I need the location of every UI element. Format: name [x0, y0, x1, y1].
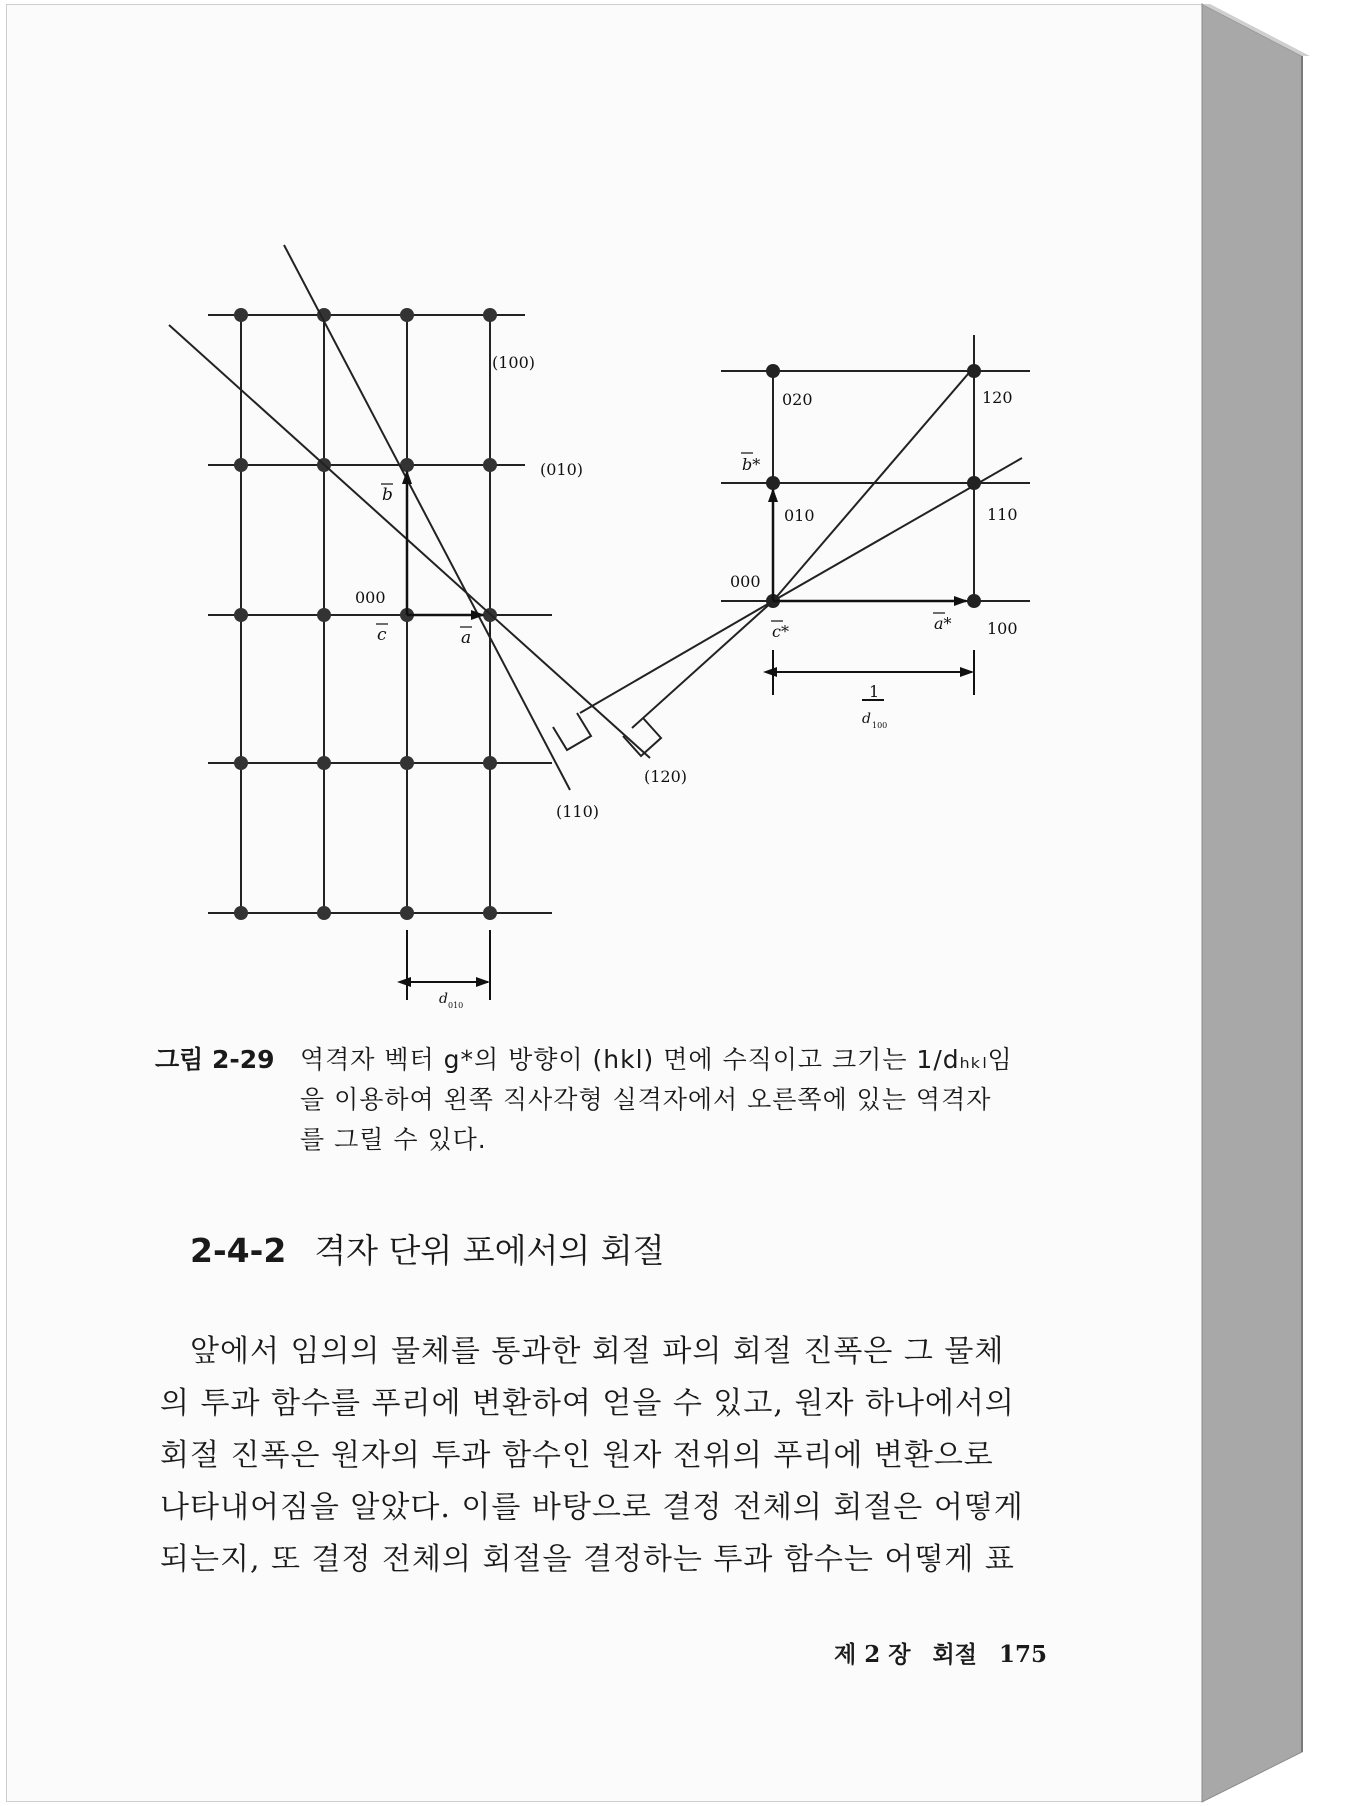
real-lattice-grid	[208, 315, 552, 913]
caption-line: 를 그릴 수 있다.	[300, 1125, 487, 1154]
label-vec-c: c	[377, 625, 387, 645]
page-number: 175	[998, 1641, 1047, 1668]
section-number: 2-4-2	[190, 1231, 287, 1270]
label-recip-den-sub: 100	[872, 721, 888, 730]
caption-label: 그림 2-29	[155, 1045, 275, 1074]
body-line: 되는지, 또 결정 전체의 회절을 결정하는 투과 함수는 어떻게 표	[160, 1542, 1015, 1577]
label-rl-000: 000	[730, 572, 761, 591]
body-line: 나타내어짐을 알았다. 이를 바탕으로 결정 전체의 회절은 어떻게	[160, 1490, 1024, 1525]
label-recip-num: 1	[869, 682, 880, 701]
label-recip-den: d	[862, 711, 871, 727]
label-rl-110: 110	[987, 505, 1018, 524]
label-vec-a: a	[461, 628, 472, 648]
body-line: 의 투과 함수를 푸리에 변환하여 얻을 수 있고, 원자 하나에서의	[160, 1386, 1015, 1421]
page-footer	[820, 1636, 1047, 1669]
section-heading	[190, 1225, 665, 1272]
label-plane-100: (100)	[492, 353, 536, 372]
label-origin-real: 000	[355, 588, 386, 607]
label-vec-b-star: b*	[742, 455, 761, 474]
body-paragraph	[160, 1326, 1060, 1586]
label-rl-020: 020	[782, 390, 813, 409]
label-rl-010: 010	[784, 506, 815, 525]
label-d010: d	[439, 991, 448, 1007]
figure-labels	[355, 353, 1018, 1010]
d010-bracket	[407, 930, 490, 1000]
label-vec-a-star: a*	[934, 614, 952, 633]
body-line: 회절 진폭은 원자의 투과 함수인 원자 전위의 푸리에 변환으로	[160, 1438, 994, 1473]
label-plane-120: (120)	[644, 767, 688, 786]
caption-text	[300, 1040, 1200, 1160]
body-line: 앞에서 임의의 물체를 통과한 회절 파의 회절 진폭은 그 물체	[190, 1334, 1005, 1369]
perpendicular-lines	[553, 601, 773, 756]
caption-line: 역격자 벡터 g*의 방향이 (hkl) 면에 수직이고 크기는 1/dₕₖₗ임	[300, 1045, 1013, 1074]
label-vec-b: b	[382, 485, 393, 505]
caption-line: 을 이용하여 왼쪽 직사각형 실격자에서 오른쪽에 있는 역격자	[300, 1085, 992, 1114]
footer-chapter: 제 2 장	[834, 1641, 911, 1668]
label-rl-100: 100	[987, 619, 1018, 638]
label-plane-010: (010)	[540, 460, 584, 479]
footer-chapter-title: 회절	[932, 1641, 977, 1668]
label-vec-c-star: c*	[772, 622, 789, 641]
real-lattice-vectors	[407, 472, 483, 615]
label-plane-110: (110)	[556, 802, 600, 821]
label-d010-sub: 010	[448, 1001, 464, 1010]
label-rl-120: 120	[982, 388, 1013, 407]
section-title: 격자 단위 포에서의 회절	[314, 1231, 665, 1270]
